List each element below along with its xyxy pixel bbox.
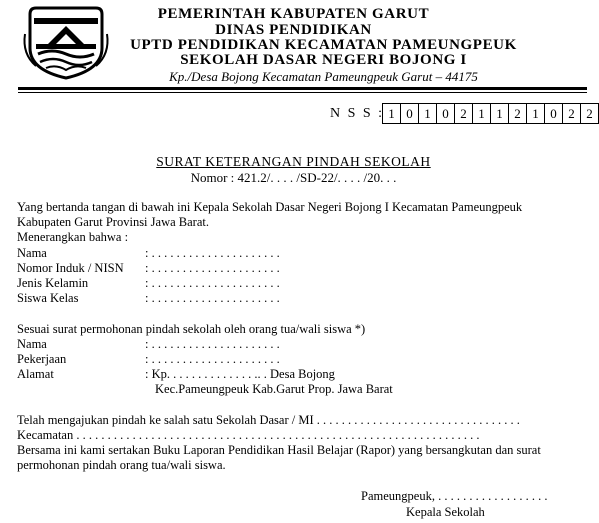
enclosure-statement-line1: Bersama ini kami sertakan Buku Laporan Pendidikan Hasil Belajar (Rapor) yang bersangkutan dan surat (17, 443, 541, 457)
student-field-label: Nama (17, 246, 47, 260)
nss-label: N S S : (330, 106, 385, 121)
nss-digit: 1 (491, 104, 509, 123)
letterhead-government: PEMERINTAH KABUPATEN GARUT (157, 6, 430, 22)
letterhead-address: Kp./Desa Bojong Kecamatan Pameungpeuk Garut – 44175 (169, 69, 478, 84)
nss-digit: 2 (509, 104, 527, 123)
nss-digit: 2 (563, 104, 581, 123)
student-field-label: Nomor Induk / NISN (17, 261, 124, 275)
parent-field-value: : . . . . . . . . . . . . . . . . . . . . . (145, 337, 280, 351)
nss-digit: 0 (401, 104, 419, 123)
letterhead-department: DINAS PENDIDIKAN (215, 22, 372, 38)
nss-digit: 1 (383, 104, 401, 123)
student-field-label: Jenis Kelamin (17, 276, 89, 290)
nss-digit: 2 (586, 106, 593, 121)
parent-field-value: : . . . . . . . . . . . . . . . . . . . . . (145, 352, 280, 366)
student-field-value: : . . . . . . . . . . . . . . . . . . . . . (145, 246, 280, 260)
intro-text-line2: Kabupaten Garut Provinsi Jawa Barat. (17, 215, 209, 229)
letterhead-school: SEKOLAH DASAR NEGERI BOJONG I (180, 52, 467, 68)
transfer-destination-line: Telah mengajukan pindah ke salah satu Sekolah Dasar / MI . . . . . . . . . . . . . . . . . . . . . . . . . . . . . . . . . (17, 413, 520, 427)
letterhead-uptd: UPTD PENDIDIKAN KECAMATAN PAMEUNGPEUK (130, 37, 517, 53)
nss-digit: 0 (545, 104, 563, 123)
letterhead-rule-thin (18, 92, 587, 93)
address-second-line: Kec.Pameungpeuk Kab.Garut Prop. Jawa Barat (155, 382, 393, 396)
student-field-value: : . . . . . . . . . . . . . . . . . . . . . (145, 261, 280, 275)
parent-field-label: Pekerjaan (17, 352, 67, 366)
parent-field-value: : Kp. . . . . . . . . . . . . . .. . Desa Bojong (145, 367, 335, 381)
nss-digit: 1 (527, 104, 545, 123)
student-field-value: : . . . . . . . . . . . . . . . . . . . . . (145, 276, 280, 290)
parent-field-label: Alamat (17, 367, 54, 381)
nss-digit: 1 (419, 104, 437, 123)
student-field-value: : . . . . . . . . . . . . . . . . . . . . . (145, 291, 280, 305)
letterhead-rule-thick (18, 87, 587, 90)
student-field-label: Siswa Kelas (17, 291, 79, 305)
document-title: SURAT KETERANGAN PINDAH SEKOLAH (156, 154, 431, 169)
signature-title: Kepala Sekolah (406, 505, 485, 519)
kecamatan-line: Kecamatan . . . . . . . . . . . . . . . . . . . . . . . . . . . . . . . . . . . . . . . . . . . . . . . . . . . . . . . . . . . . . . . . . (17, 428, 480, 442)
intro-text-line1: Yang bertanda tangan di bawah ini Kepala Sekolah Dasar Negeri Bojong I Kecamatan Pameungpeuk (17, 200, 523, 214)
nss-digit: 0 (437, 104, 455, 123)
nss-digit: 2 (455, 104, 473, 123)
signature-place-date: Pameungpeuk, . . . . . . . . . . . . . . . . . . (361, 489, 548, 503)
enclosure-statement-line2: permohonan pindah orang tua/wali siswa. (17, 458, 226, 472)
nss-digit-boxes (382, 103, 599, 124)
parent-field-label: Nama (17, 337, 47, 351)
document-number: Nomor : 421.2/. . . . /SD-22/. . . . /20. . . (190, 170, 397, 185)
nss-digit: 1 (473, 104, 491, 123)
request-statement: Sesuai surat permohonan pindah sekolah oleh orang tua/wali siswa *) (17, 322, 366, 336)
menerangkan-heading: Menerangkan bahwa : (17, 230, 129, 244)
